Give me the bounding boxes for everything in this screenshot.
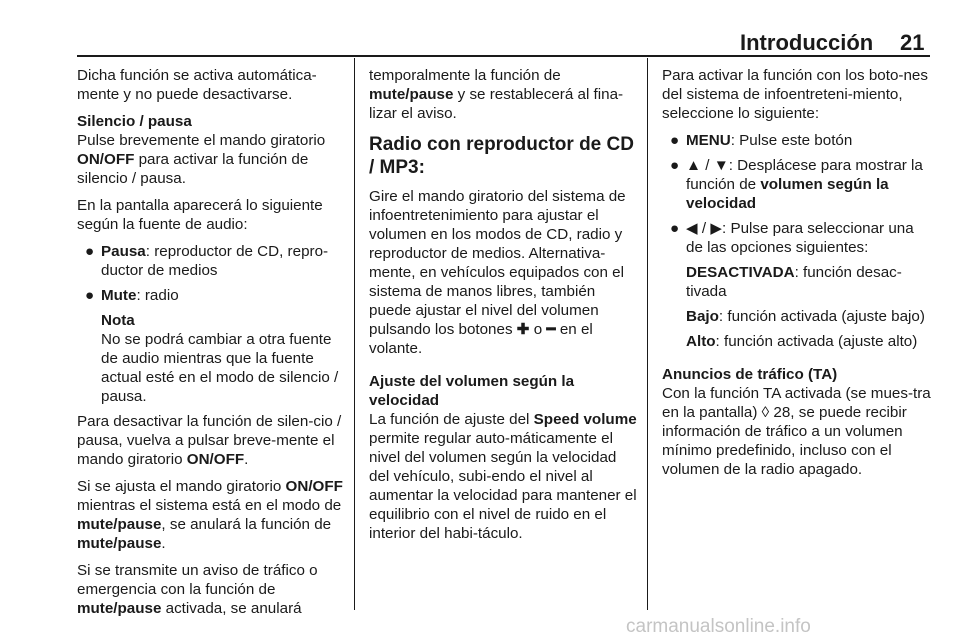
option-desactivada: DESACTIVADA: función desac-tivada [686, 264, 902, 300]
silencio-paragraph: Pulse brevemente el mando giratorio ON/OFF para activar la función de silencio / pausa. [77, 132, 326, 187]
column-3 [662, 66, 932, 487]
traffic-announcements-paragraph: Con la función TA activada (se mues-tra en la pantalla) ◊ 28, se puede recibir información de tráfico a un volumen mínimo predefinido, incluso con el volumen de la radio apagado. [662, 385, 931, 478]
speed-volume-paragraph: La función de ajuste del Speed volume permite regular auto-máticamente el nivel del volumen según la velocidad del vehículo, subi-endo el nivel al aumentar la velocidad para mantener el equilibrio con el nivel de ruido en el interior del habi-táculo. [369, 411, 637, 542]
volume-paragraph: Gire el mando giratorio del sistema de infoentretenimiento para ajustar el volumen en los modos de CD, radio y reproductor de medios. Alternativa-mente, en vehículos equipados con el sistema de manos libres, también puede ajustar el nivel del volumen pulsando los botones ✚ o ━ en el volante. [369, 188, 626, 357]
minus-icon: ━ [546, 321, 556, 338]
list-item-select: ● ◀ / ▶: Pulse para seleccionar una de las opciones siguientes: [670, 220, 914, 256]
intro-paragraph: Dicha función se activa automática-mente y no puede desactivarse. [77, 67, 317, 103]
silencio-heading: Silencio / pausa [77, 113, 192, 130]
traffic-paragraph: Si se transmite un aviso de tráfico o emergencia con la función de mute/pause activada, se anulará [77, 562, 318, 617]
list-item-mute: ● Mute: radio [85, 287, 179, 304]
activate-paragraph: Para activar la función con los boto-nes del sistema de infoentreteni-miento, seleccione lo siguiente: [662, 67, 928, 122]
left-right-arrow-icon: ◀ / ▶ [686, 220, 723, 237]
option-alto: Alto: función activada (ajuste alto) [686, 333, 918, 350]
audio-source-paragraph: En la pantalla aparecerá lo siguiente según la fuente de audio: [77, 197, 323, 233]
bullet-icon: ● [670, 157, 680, 174]
up-down-arrow-icon: ▲ / ▼ [686, 157, 729, 174]
continuation-paragraph: temporalmente la función de mute/pause y se restablecerá al fina-lizar el aviso. [369, 67, 624, 122]
speed-volume-heading: Ajuste del volumen según la velocidad [369, 373, 575, 409]
watermark: carmanualsonline.info [626, 616, 811, 637]
bullet-icon: ● [85, 287, 95, 304]
list-item-scroll: ● ▲ / ▼: Desplácese para mostrar la función de volumen según la velocidad [670, 157, 923, 212]
bullet-icon: ● [85, 243, 95, 260]
header-rule [77, 55, 930, 57]
list-item-pausa: ● Pausa: reproductor de CD, repro-ductor de medios [85, 243, 329, 279]
column-divider-1 [354, 58, 355, 610]
page-reference-icon: ◊ [761, 404, 770, 421]
traffic-announcements-heading: Anuncios de tráfico (TA) [662, 366, 838, 383]
radio-cd-heading: Radio con reproductor de CD / MP3: [369, 134, 634, 178]
column-2 [369, 66, 639, 551]
column-divider-2 [647, 58, 648, 610]
note-title: Nota [101, 312, 135, 329]
note-box [77, 311, 347, 406]
bullet-icon: ● [670, 132, 680, 149]
list-item-menu: ● MENU: Pulse este botón [670, 132, 853, 149]
deactivate-paragraph: Para desactivar la función de silen-cio / pausa, vuelva a pulsar breve-mente el mando giratorio ON/OFF. [77, 413, 342, 468]
bullet-icon: ● [670, 220, 680, 237]
plus-icon: ✚ [516, 321, 530, 338]
column-1 [77, 66, 347, 626]
page-header [0, 0, 960, 60]
page-number: 21 [900, 30, 925, 55]
note-text: No se podrá cambiar a otra fuente de audio mientras que la fuente actual esté en el modo de silencio / pausa. [101, 331, 339, 405]
onoff-paragraph: Si se ajusta el mando giratorio ON/OFF mientras el sistema está en el modo de mute/pause, se anulará la función de mute/pause. [77, 478, 343, 552]
section-title: Introducción [740, 30, 874, 55]
option-bajo: Bajo: función activada (ajuste bajo) [686, 308, 925, 325]
